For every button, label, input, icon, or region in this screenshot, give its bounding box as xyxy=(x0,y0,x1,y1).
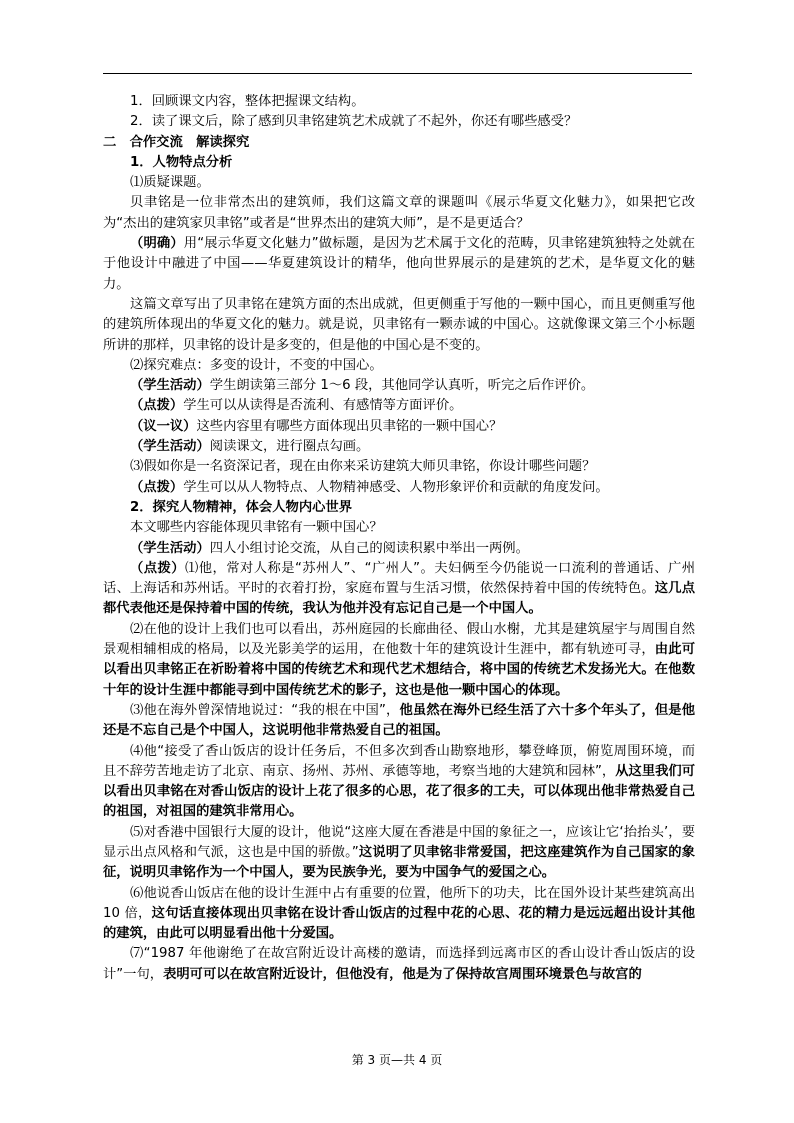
text: 学生可以从读得是否流利、有感情等方面评价。 xyxy=(183,398,463,414)
paragraph xyxy=(103,417,695,437)
text: ⑶假如你是一名资深记者，现在由你来采访建筑大师贝聿铭，你设计哪些问题？ xyxy=(130,459,596,475)
paragraph xyxy=(103,620,695,701)
bold-text: 这句话直接体现出贝聿铭在设计香山饭店的过程中花的心思、花的精力是远远超出设计其他的建筑，由此可以明显看出他十分爱国。 xyxy=(103,905,695,942)
text: ⑵在他的设计上我们也可以看出，苏州庭园的长廊曲径、假山水榭，尤其是建筑屋宇与周围自然景观相辅相成的格局，以及光影美学的运用，在他数十年的建筑设计生涯中，都有轨迹可寻， xyxy=(103,621,695,658)
bold-text: （学生活动） xyxy=(130,439,210,455)
text: ⑶他在海外曾深情地说过：“我的根在中国”， xyxy=(130,702,400,718)
text: ⑵探究难点：多变的设计，不变的中国心。 xyxy=(130,357,383,373)
paragraph xyxy=(103,356,695,376)
paragraph xyxy=(103,396,695,416)
paragraph xyxy=(103,944,695,985)
bold-text: 从这里我们可以看出贝聿铭在对香山饭店的设计上花了很多的心思，花了很多的工夫，可以体现出他非常热爱自己的祖国，对祖国的建筑非常用心。 xyxy=(103,763,696,820)
paragraph xyxy=(103,498,695,518)
bold-text: （议一议） xyxy=(130,418,197,434)
text: 阅读课文，进行圈点勾画。 xyxy=(209,439,370,455)
bold-text: 这说明了贝聿铭非常爱国，把这座建筑作为自己国家的象征，说明贝聿铭作为一个中国人，要为民族争光，要为中国争气的爱国之心。 xyxy=(103,844,696,881)
bold-text: 2．探究人物精神，体会人物内心世界 xyxy=(130,499,353,515)
paragraph xyxy=(103,742,695,823)
paragraph xyxy=(103,518,695,538)
bold-text: （点拨） xyxy=(130,398,184,414)
paragraph xyxy=(103,437,695,457)
text: 1．回顾课文内容，整体把握课文结构。 xyxy=(130,94,365,109)
paragraph xyxy=(103,234,695,295)
text: ⑹他说香山饭店在他的设计生涯中占有重要的位置，他所下的功夫，比在国外设计某些建筑高出 10 倍， xyxy=(103,885,695,921)
bold-text: 1．人物特点分析 xyxy=(130,154,233,170)
text: 这些内容里有哪些方面体现出贝聿铭的一颗中国心？ xyxy=(196,418,503,434)
document-body xyxy=(103,92,695,985)
paragraph xyxy=(103,153,695,173)
text: 学生朗读第三部分 1～6 段，其他同学认真听，听完之后作评价。 xyxy=(209,378,595,394)
bold-text: （学生活动） xyxy=(130,540,210,556)
paragraph xyxy=(103,478,695,498)
paragraph xyxy=(103,457,695,477)
paragraph xyxy=(103,884,695,945)
bold-text: （点拨） xyxy=(130,560,185,576)
paragraph xyxy=(103,559,695,620)
paragraph xyxy=(103,112,695,132)
text: ⑴质疑课题。 xyxy=(130,175,210,191)
bold-text: 由此可以看出贝聿铭正在祈盼着将中国的传统艺术和现代艺术想结合，将中国的传统艺术发扬光大。在他数十年的设计生涯中都能寻到中国传统艺术的影子，这也是他一颗中国心的体现。 xyxy=(103,642,696,698)
paragraph xyxy=(103,701,695,742)
text: 这篇文章写出了贝聿铭在建筑方面的杰出成就，但更侧重于写他的一颗中国心，而且更侧重写他的建筑所体现出的华夏文化的魅力。就是说，贝聿铭有一颗赤诚的中国心。这就像课文第三个小标题所讲的那样，贝聿铭的设计是多变的，但是他的中国心是不变的。 xyxy=(103,296,695,353)
bold-text: （点拨） xyxy=(130,479,184,495)
paragraph xyxy=(103,376,695,396)
text: ⑴他，常对人称是“苏州人”、“广州人”。夫妇俩至今仍能说一口流利的普通话、广州话、上海话和苏州话。平时的衣着打扮，家庭布置与生活习惯，依然保持着中国的传统特色。 xyxy=(103,560,695,597)
bold-text: （学生活动） xyxy=(130,378,210,394)
text: 2．读了课文后，除了感到贝聿铭建筑艺术成就了不起外，你还有哪些感受？ xyxy=(130,114,578,130)
page-footer: 第 3 页—共 4 页 xyxy=(351,1053,443,1067)
text: ⑺“1987 年他谢绝了在故宫附近设计高楼的邀请，而选择到远离市区的香山设计香山饭店的设计”一句， xyxy=(103,946,695,982)
paragraph xyxy=(103,92,695,112)
paragraph xyxy=(103,295,695,356)
bold-text: 他虽然在海外已经生活了六十多个年头了，但是他还是不忘自己是个中国人，这说明他非常热爱自己的祖国。 xyxy=(103,702,696,739)
paragraph xyxy=(103,173,695,193)
bold-text: 表明可可以在故宫附近设计，但他没有，他是为了保持故宫周围环境景色与故宫的 xyxy=(163,966,642,982)
text: ⑸对香港中国银行大厦的设计，他说“这座大厦在香港是中国的象征之一，应该让它‘抬抬头’，要显示出点风格和气派，这也是中国的骄傲。” xyxy=(103,824,695,860)
text: ⑷他“接受了香山饭店的设计任务后，不但多次到香山勘察地形，攀登峰顶，俯览周围环境，而且不辞劳苦地走访了北京、南京、扬州、苏州、承德等地，考察当地的大建筑和园林”， xyxy=(103,743,695,779)
text: 本文哪些内容能体现贝聿铭有一颗中国心？ xyxy=(130,520,383,536)
bold-text: 这几点都代表他还是保持着中国的传统，我认为他并没有忘记自己是一个中国人。 xyxy=(103,581,696,617)
paragraph xyxy=(103,539,695,559)
bold-text: （明确） xyxy=(130,236,184,252)
text: 学生可以从人物特点、人物精神感受、人物形象评价和贡献的角度发问。 xyxy=(183,479,609,495)
text: 二 合作交流 解读探究 xyxy=(103,134,250,150)
paragraph xyxy=(103,193,695,234)
header-rule xyxy=(103,73,692,74)
text: 用“展示华夏文化魅力”做标题，是因为艺术属于文化的范畴，贝聿铭建筑独特之处就在于他设计中融进了中国——华夏建筑设计的精华，他向世界展示的是建筑的艺术，是华夏文化的魅力。 xyxy=(103,236,695,292)
text: 贝聿铭是一位非常杰出的建筑师，我们这篇文章的课题叫《展示华夏文化魅力》，如果把它改为“杰出的建筑家贝聿铭”或者是“世界杰出的建筑大师”，是不是更适合？ xyxy=(103,195,695,231)
paragraph xyxy=(103,133,695,153)
paragraph xyxy=(103,823,695,884)
text: 四人小组讨论交流，从自己的阅读积累中举出一两例。 xyxy=(209,540,529,556)
